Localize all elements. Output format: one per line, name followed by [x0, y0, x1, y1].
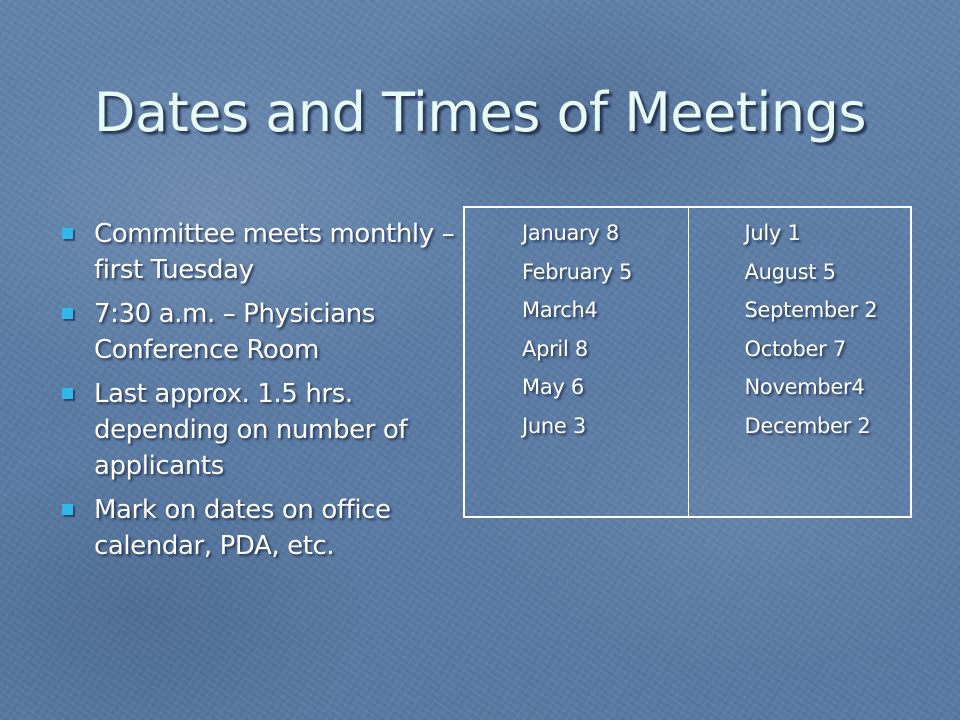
dates-column-left [465, 208, 689, 516]
bullet-text: 7:30 a.m. – Physicians Conference Room [94, 299, 375, 365]
slide-title: Dates and Times of Meetings [93, 81, 867, 144]
date-item: October 7 [744, 336, 846, 361]
square-bullet-icon [62, 308, 73, 319]
square-bullet-icon [62, 388, 73, 399]
date-item: June 3 [522, 413, 586, 438]
date-item: May 6 [522, 375, 584, 399]
date-item: July 1 [744, 221, 801, 245]
date-item: August 5 [744, 259, 836, 284]
date-item: April 8 [522, 336, 588, 361]
bullet-item [58, 492, 458, 564]
date-item: February 5 [522, 259, 633, 284]
bullet-text: Mark on dates on office calendar, PDA, etc. [94, 495, 391, 561]
date-item: September 2 [744, 298, 878, 322]
bullet-text: Committee meets monthly – first Tuesday [94, 219, 455, 285]
date-item: November4 [744, 375, 865, 399]
meeting-dates-table [463, 206, 912, 518]
bullet-item [58, 296, 458, 368]
bullet-text: Last approx. 1.5 hrs. depending on number of applicants [94, 379, 408, 481]
bullet-item [58, 216, 458, 288]
bullet-list [58, 216, 458, 572]
dates-column-right [689, 208, 911, 516]
date-item: January 8 [522, 221, 619, 245]
bullet-item [58, 376, 458, 484]
square-bullet-icon [62, 504, 73, 515]
square-bullet-icon [62, 228, 73, 239]
date-item: December 2 [744, 413, 871, 438]
date-item: March4 [522, 298, 598, 322]
